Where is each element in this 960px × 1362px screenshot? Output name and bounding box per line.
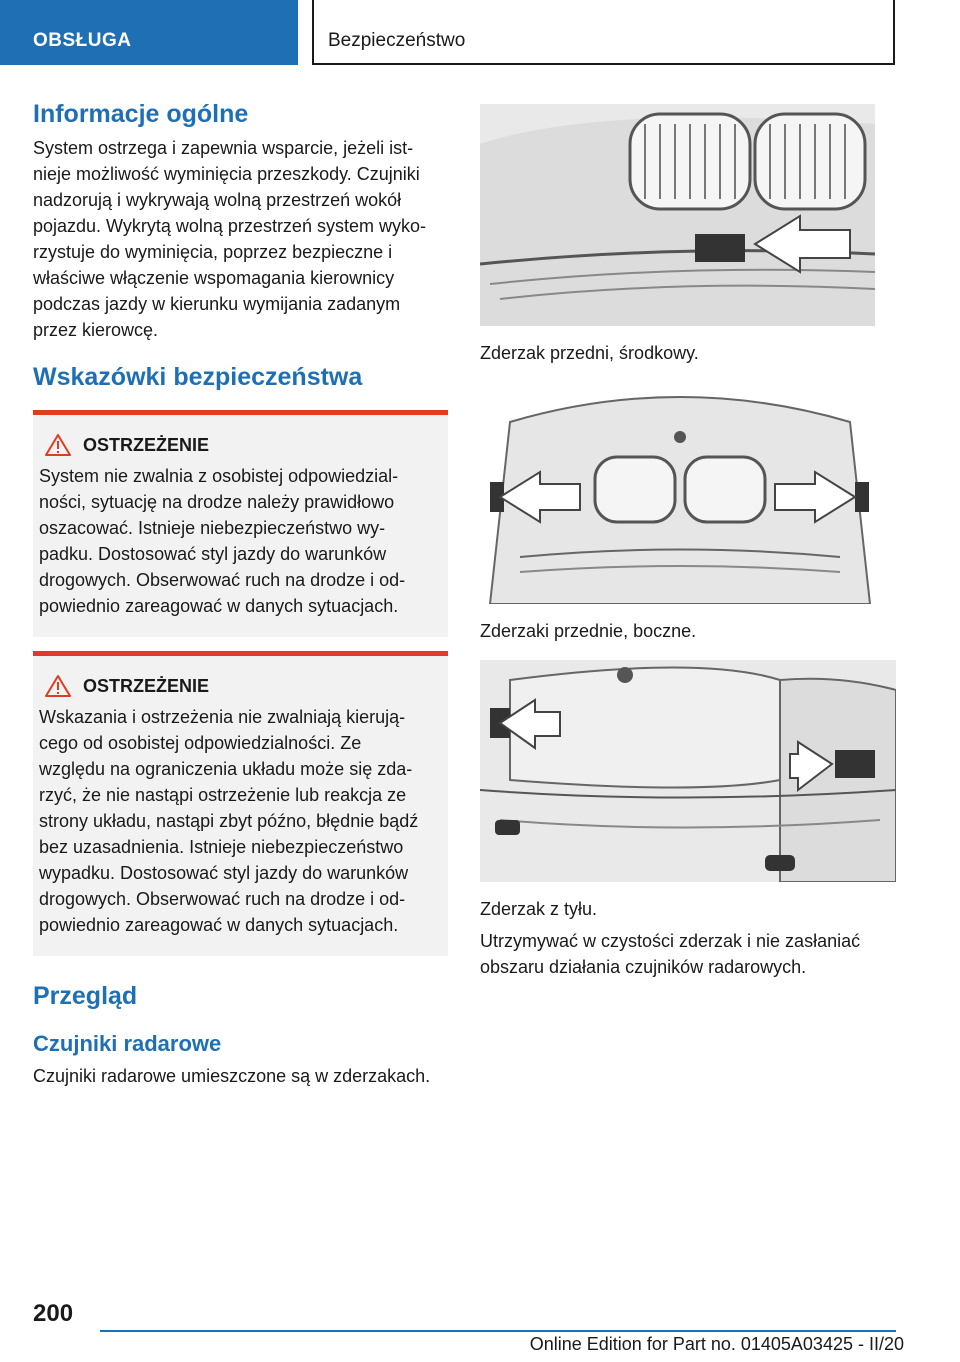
general-heading: Informacje ogólne <box>33 100 249 128</box>
warning-title-text: OSTRZEŻENIE <box>83 434 210 455</box>
warning-line: względu na ograniczenia układu może się zda- <box>39 759 413 779</box>
warning-triangle-icon <box>45 674 71 698</box>
warning-line: powiednio zareagować w danych sytuacjach. <box>39 915 399 935</box>
warning-line: drogowych. Obserwować ruch na drodze i od- <box>39 570 406 590</box>
warning-box-1 <box>33 410 448 637</box>
rear-bumper-illustration <box>480 660 896 882</box>
caption-front-sides: Zderzaki przednie, boczne. <box>480 621 697 641</box>
warning-line: bez uzasadnienia. Istnieje niebezpieczeństwo <box>39 837 404 857</box>
radar-heading: Czujniki radarowe <box>33 1031 222 1056</box>
general-line: podczas jazdy w kierunku wymijania zadanym <box>33 294 401 314</box>
general-line: nadzorują i wykrywają wolną przestrzeń wokół <box>33 190 402 210</box>
rear-note <box>480 928 896 980</box>
warning-line: strony układu, nastąpi zbyt późno, błędnie bądź <box>39 811 419 831</box>
warning-title-text: OSTRZEŻENIE <box>83 675 210 696</box>
overview-heading: Przegląd <box>33 982 138 1010</box>
warning-line: drogowych. Obserwować ruch na drodze i od- <box>39 889 406 909</box>
warning-line: System nie zwalnia z osobistej odpowiedzial- <box>39 466 399 486</box>
caption-front-center: Zderzak przedni, środkowy. <box>480 343 699 363</box>
warning-line: ności, sytuację na drodze należy prawidłowo <box>39 492 395 512</box>
general-line: System ostrzega i zapewnia wsparcie, jeżeli ist- <box>33 138 414 158</box>
warning-line: rzyć, że nie nastąpi ostrzeżenie lub reakcja ze <box>39 785 407 805</box>
general-line: przez kierowcę. <box>33 320 159 340</box>
warning-line: padku. Dostosować styl jazdy do warunków <box>39 544 387 564</box>
right-column <box>480 104 896 980</box>
left-column <box>33 100 448 1089</box>
general-paragraph <box>33 135 448 343</box>
note-line: Utrzymywać w czystości zderzak i nie zasłaniać <box>480 931 861 951</box>
page-number: 200 <box>33 1300 74 1327</box>
chapter-tab-label: OBSŁUGA <box>33 30 132 51</box>
warning-line: cego od osobistej odpowiedzialności. Ze <box>39 733 362 753</box>
warning-title <box>45 433 442 457</box>
caption-rear: Zderzak z tyłu. <box>480 899 598 919</box>
warning-line: Wskazania i ostrzeżenia nie zwalniają kierują- <box>39 707 406 727</box>
chapter-tab <box>0 0 298 65</box>
front-bumper-center-illustration <box>480 104 875 326</box>
safety-heading: Wskazówki bezpieczeństwa <box>33 363 363 391</box>
warning-title <box>45 674 442 698</box>
warning-line: wypadku. Dostosować styl jazdy do warunków <box>39 863 409 883</box>
warning-box-2 <box>33 651 448 956</box>
general-line: nieje możliwość wyminięcia przeszkody. Czujniki <box>33 164 420 184</box>
section-title: Bezpieczeństwo <box>328 30 466 51</box>
general-line: właściwe włączenie wspomagania kierownicy <box>33 268 395 288</box>
edition-text: Online Edition for Part no. 01405A03425 - II/20 <box>529 1334 904 1354</box>
general-line: pojazdu. Wykrytą wolną przestrzeń system wyko- <box>33 216 426 236</box>
footer-divider <box>100 1330 896 1332</box>
warning-line: powiednio zareagować w danych sytuacjach. <box>39 596 399 616</box>
radar-text: Czujniki radarowe umieszczone są w zderzakach. <box>33 1066 431 1086</box>
section-header <box>312 0 895 65</box>
general-line: rzystuje do wyminięcia, poprzez bezpieczne i <box>33 242 393 262</box>
warning-line: oszacować. Istnieje niebezpieczeństwo wy- <box>39 518 386 538</box>
note-line: obszaru działania czujników radarowych. <box>480 957 807 977</box>
front-bumper-sides-illustration <box>480 382 875 604</box>
warning-triangle-icon <box>45 433 71 457</box>
